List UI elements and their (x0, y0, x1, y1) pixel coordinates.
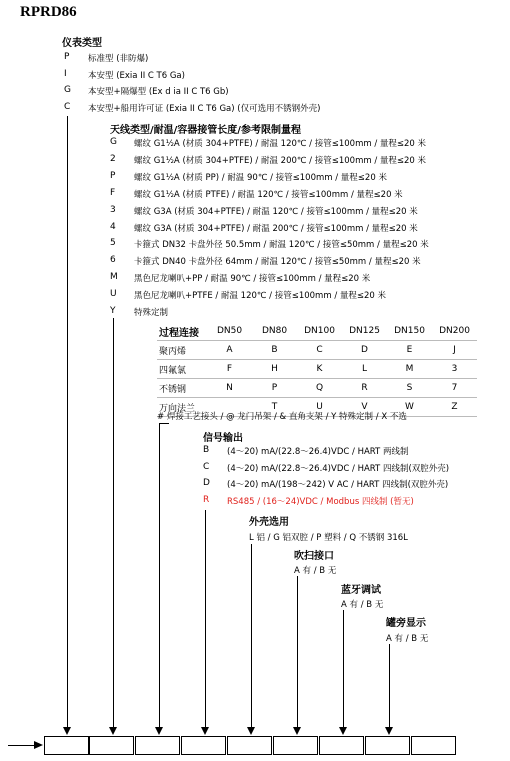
antenna-header: 天线类型/耐温/容器接管长度/参考限制量程 (110, 125, 301, 136)
leader-line (389, 644, 390, 730)
table-cell: B (252, 341, 297, 360)
option-code: P (110, 170, 116, 181)
option-code: B (203, 445, 210, 455)
input-arrow-line (8, 745, 36, 746)
code-box (44, 736, 89, 755)
signal-output-header: 信号输出 (203, 433, 243, 444)
option-description: 螺纹 G3A (材质 304+PTFE) / 耐温 120℃ / 接管≤100mm / 量程≤20 米 (134, 206, 418, 217)
code-box (411, 736, 456, 755)
arrow-down-icon (201, 727, 209, 735)
option-code: G (110, 137, 117, 147)
table-cell: R (342, 379, 387, 398)
leader-line (159, 423, 169, 424)
option-code: Y (110, 306, 116, 316)
table-cell: W (387, 398, 432, 417)
option-code: P (64, 52, 70, 62)
option-description: 特殊定制 (134, 308, 169, 318)
table-cell: V (342, 398, 387, 417)
table-cell: 3 (432, 360, 477, 379)
option-code: C (203, 461, 210, 472)
option-description: (4～20) mA/(22.8～26.4)VDC / HART 四线制(双腔外壳) (227, 463, 450, 474)
option-description: 螺纹 G1½A (材质 304+PTFE) / 耐温 200℃ / 接管≤100mm / 量程≤20 米 (134, 155, 427, 166)
table-cell: D (342, 341, 387, 360)
table-row (157, 341, 477, 360)
bluetooth-options: A 有 / B 无 (341, 600, 384, 610)
code-box (319, 736, 364, 755)
arrow-down-icon (385, 727, 393, 735)
leader-line (67, 116, 68, 730)
option-code: D (203, 478, 210, 488)
option-description: 螺纹 G1½A (材质 PTFE) / 耐温 120℃ / 接管≤100mm / 量程≤20 米 (134, 189, 403, 200)
arrow-down-icon (109, 727, 117, 735)
leader-line (343, 610, 344, 730)
option-code: F (110, 187, 116, 198)
table-cell: Q (297, 379, 342, 398)
table-row (157, 379, 477, 398)
column-header: DN125 (342, 322, 387, 341)
option-description: 卡箍式 DN40 卡盘外径 64mm / 耐温 120℃ / 接管≤50mm / 量程≤20 米 (134, 257, 421, 268)
table-cell: P (252, 379, 297, 398)
leader-line (205, 510, 206, 730)
table-row (157, 360, 477, 379)
option-description: 本安型+隔爆型 (Ex d ia II C T6 Gb) (88, 87, 229, 97)
code-box (365, 736, 410, 755)
option-code: 2 (110, 153, 116, 164)
option-code: 4 (110, 221, 116, 232)
code-box (89, 736, 134, 755)
table-cell: L (342, 360, 387, 379)
table-cell: T (252, 398, 297, 417)
model-title: RPRD86 (20, 4, 77, 20)
leader-line (113, 318, 114, 730)
table-cell: H (252, 360, 297, 379)
option-description: 黑色尼龙喇叭+PTFE / 耐温 120℃ / 接管≤100mm / 量程≤20 米 (134, 291, 387, 302)
row-label: 万向法兰 (157, 398, 207, 417)
bluetooth-header: 蓝牙调试 (341, 585, 381, 596)
column-header: DN100 (297, 322, 342, 341)
option-description: 本安型+船用许可证 (Exia II C T6 Ga) (仅可选用不锈钢外壳) (88, 103, 321, 114)
table-cell: E (387, 341, 432, 360)
column-header: DN80 (252, 322, 297, 341)
table-cell: J (432, 341, 477, 360)
column-header: DN50 (207, 322, 252, 341)
table-cell: S (387, 379, 432, 398)
option-description: 本安型 (Exia II C T6 Ga) (88, 70, 185, 81)
option-code: M (110, 272, 118, 283)
option-code: 6 (110, 255, 116, 266)
arrow-down-icon (339, 727, 347, 735)
option-description: 螺纹 G3A (材质 304+PTFE) / 耐温 200℃ / 接管≤100mm / 量程≤20 米 (134, 223, 418, 234)
table-cell: C (297, 341, 342, 360)
option-code: I (64, 68, 67, 79)
arrow-down-icon (293, 727, 301, 735)
option-code: G (64, 85, 71, 95)
code-box (227, 736, 272, 755)
leader-line (251, 544, 252, 730)
option-description: (4～20) mA/(22.8～26.4)VDC / HART 两线制 (227, 447, 409, 457)
process-connection-table (157, 322, 477, 417)
purge-header: 吹扫接口 (294, 551, 334, 562)
option-code: R (203, 494, 210, 505)
purge-options: A 有 / B 无 (294, 566, 337, 576)
option-code: 3 (110, 204, 116, 215)
option-description: 标准型 (非防爆) (88, 54, 149, 64)
table-cell: F (207, 360, 252, 379)
table-cell: M (387, 360, 432, 379)
process-connection-note: # 焊接工艺接头 / @ 龙门吊架 / & 直角支架 / Y 特殊定制 / X 不选 (157, 412, 407, 422)
option-description: 螺纹 G1½A (材质 304+PTFE) / 耐温 120℃ / 接管≤100mm / 量程≤20 米 (134, 139, 427, 149)
option-description: 卡箍式 DN32 卡盘外径 50.5mm / 耐温 120℃ / 接管≤50mm / 量程≤20 米 (134, 240, 429, 251)
arrow-right-icon (34, 741, 43, 749)
row-label: 聚丙烯 (157, 341, 207, 360)
table-cell: Z (432, 398, 477, 417)
leader-line (159, 423, 160, 730)
process-connection-header: 过程连接 (157, 322, 207, 341)
instrument-type-header: 仪表类型 (62, 38, 102, 49)
option-description: 螺纹 G1½A (材质 PP) / 耐温 90℃ / 接管≤100mm / 量程≤20 米 (134, 172, 387, 183)
table-cell: 7 (432, 379, 477, 398)
option-description: (4～20) mA/(198～242) V AC / HART 四线制(双腔外壳) (227, 480, 449, 490)
leader-line (297, 576, 298, 730)
option-code: C (64, 101, 71, 112)
arrow-down-icon (247, 727, 255, 735)
code-box (135, 736, 180, 755)
row-label: 不锈钢 (157, 379, 207, 398)
option-description: RS485 / (16～24)VDC / Modbus 四线制 (暂无) (227, 496, 414, 507)
table-cell: A (207, 341, 252, 360)
option-description: 黑色尼龙喇叭+PP / 耐温 90℃ / 接管≤100mm / 量程≤20 米 (134, 274, 371, 285)
display-header: 罐旁显示 (386, 618, 426, 629)
display-options: A 有 / B 无 (386, 634, 429, 644)
code-box (273, 736, 318, 755)
arrow-down-icon (155, 727, 163, 735)
table-cell: U (297, 398, 342, 417)
column-header: DN150 (387, 322, 432, 341)
arrow-down-icon (63, 727, 71, 735)
option-code: 5 (110, 238, 116, 249)
table-cell: K (297, 360, 342, 379)
housing-header: 外壳选用 (249, 517, 289, 528)
housing-options: L 铝 / G 铝双腔 / P 塑料 / Q 不锈钢 316L (249, 533, 408, 543)
column-header: DN200 (432, 322, 477, 341)
option-code: U (110, 289, 117, 300)
table-cell: N (207, 379, 252, 398)
code-box (181, 736, 226, 755)
row-label: 四氟氯 (157, 360, 207, 379)
